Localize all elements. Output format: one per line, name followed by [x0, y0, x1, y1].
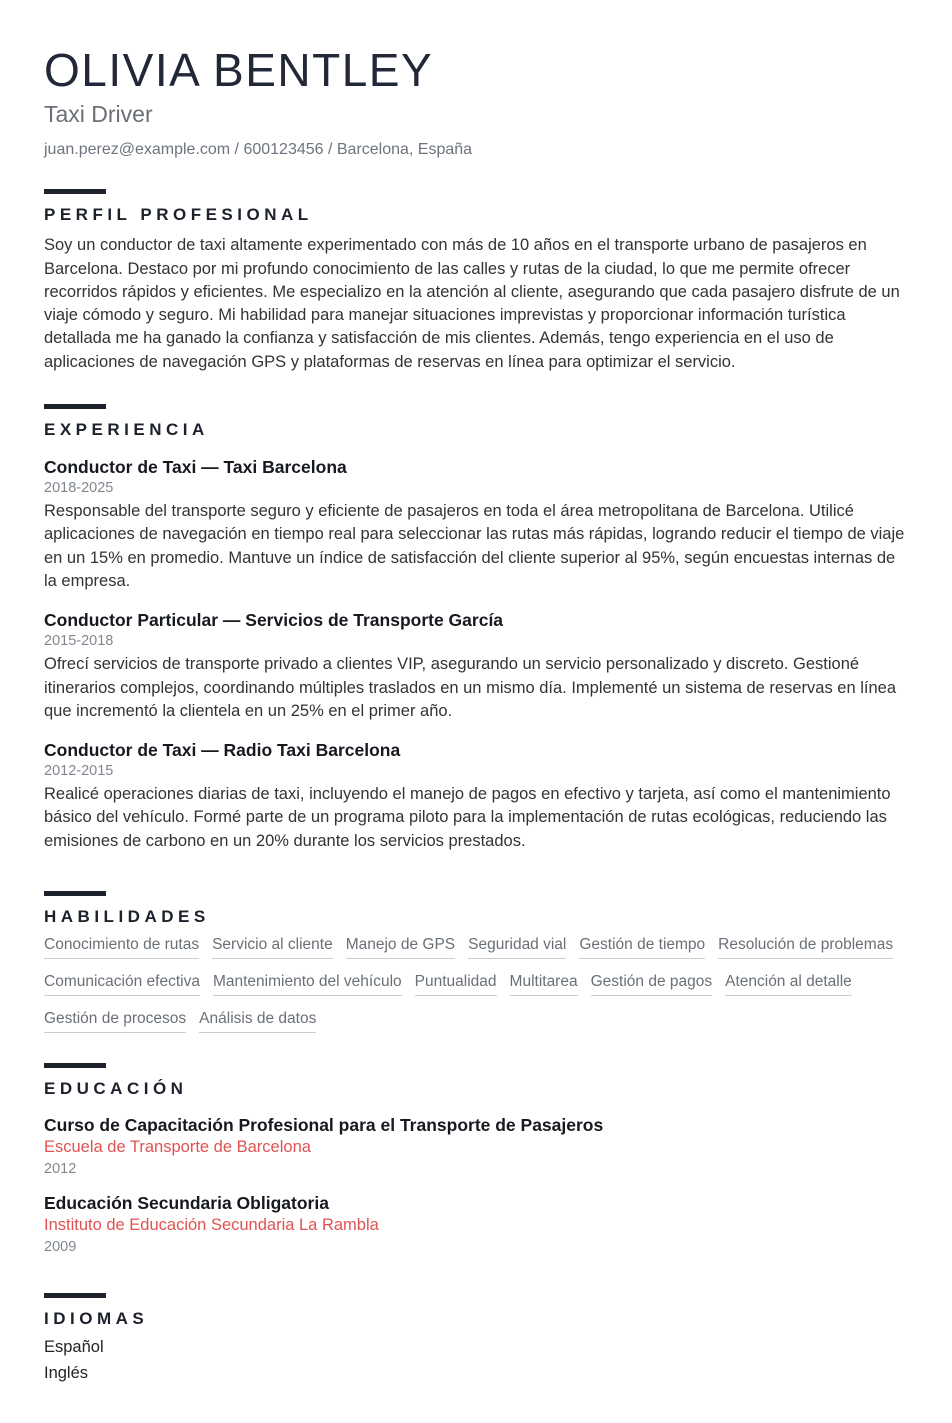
- job-description: Realicé operaciones diarias de taxi, incluyendo el manejo de pagos en efectivo y tarjeta, así como el mantenimiento básico del vehículo. Formé parte de un programa piloto para la implementación de rutas ecológicas, reduciendo las emisiones de carbono en un 20% durante los servicios prestados.: [44, 785, 891, 850]
- education-year: 2012: [44, 1161, 77, 1178]
- section-divider-bar: [44, 1063, 106, 1068]
- profile-text: Soy un conductor de taxi altamente experimentado con más de 10 años en el transporte urbano de pasajeros en Barcelona. Destaco por mi profundo conocimiento de las calles y rutas de la ciudad, lo que me permite ofrecer recorridos rápidos y eficientes. Me especializo en la atención al cliente, asegurando que cada pasajero disfrute de un viaje cómodo y seguro. Mi habilidad para manejar situaciones imprevistas y proporcionar información turística detallada me ha ganado la confianza y satisfacción de mis clientes. Además, tengo experiencia en el uso de aplicaciones de navegación GPS y plataformas de reservas en línea para optimizar el servicio.: [44, 236, 900, 371]
- section-heading-languages: IDIOMAS: [44, 1309, 149, 1329]
- resume-header: [44, 46, 908, 159]
- job-title: Conductor Particular — Servicios de Transporte García: [44, 610, 504, 631]
- section-skills: [44, 891, 908, 1033]
- skill-item: Conocimiento de rutas: [44, 936, 199, 959]
- section-heading-skills: HABILIDADES: [44, 907, 210, 927]
- job-dates: 2015-2018: [44, 633, 114, 650]
- skill-item: Seguridad vial: [468, 936, 566, 959]
- job-description: Ofrecí servicios de transporte privado a clientes VIP, asegurando un servicio personalizado y discreto. Gestioné itinerarios complejos, coordinando múltiples traslados en un mismo día. Implementé un sistema de reservas en línea que incrementó la clientela en un 25% en el primer año.: [44, 655, 897, 720]
- skill-item: Atención al detalle: [725, 973, 852, 996]
- skill-item: Mantenimiento del vehículo: [213, 973, 402, 996]
- language-item: Español: [44, 1338, 104, 1357]
- skill-item: Multitarea: [510, 973, 578, 996]
- section-experience: [44, 404, 908, 853]
- education-entry: [44, 1193, 908, 1255]
- experience-entry: [44, 457, 908, 593]
- education-school: Instituto de Educación Secundaria La Rambla: [44, 1216, 379, 1235]
- skill-item: Comunicación efectiva: [44, 973, 200, 996]
- job-description: Responsable del transporte seguro y eficiente de pasajeros en toda el área metropolitana de Barcelona. Utilicé aplicaciones de navegación en tiempo real para seleccionar las rutas más rápidas, logrando reducir el tiempo de viaje en un 15% en promedio. Mantuve un índice de satisfacción del cliente superior al 95%, según encuestas internas de la empresa.: [44, 502, 905, 590]
- skill-item: Resolución de problemas: [718, 936, 893, 959]
- job-dates: 2018-2025: [44, 480, 114, 497]
- section-profile: [44, 189, 908, 374]
- person-name: OLIVIA BENTLEY: [44, 44, 434, 96]
- skill-item: Gestión de procesos: [44, 1010, 186, 1033]
- section-divider-bar: [44, 1293, 106, 1298]
- skills-list: [44, 936, 908, 1033]
- skill-item: Servicio al cliente: [212, 936, 333, 959]
- job-title: Conductor de Taxi — Radio Taxi Barcelona: [44, 740, 401, 761]
- skill-item: Gestión de tiempo: [579, 936, 705, 959]
- skill-item: Puntualidad: [415, 973, 497, 996]
- skill-item: Manejo de GPS: [346, 936, 455, 959]
- skill-item: Gestión de pagos: [591, 973, 713, 996]
- experience-entry: [44, 610, 908, 723]
- section-divider-bar: [44, 891, 106, 896]
- section-heading-education: EDUCACIÓN: [44, 1079, 188, 1099]
- language-item: Inglés: [44, 1364, 89, 1383]
- education-degree: Educación Secundaria Obligatoria: [44, 1193, 329, 1214]
- section-languages: [44, 1293, 908, 1383]
- experience-entry: [44, 740, 908, 853]
- education-school: Escuela de Transporte de Barcelona: [44, 1138, 311, 1157]
- education-entry: [44, 1115, 908, 1177]
- skill-item: Análisis de datos: [199, 1010, 316, 1033]
- education-year: 2009: [44, 1239, 77, 1256]
- person-job-title: Taxi Driver: [44, 101, 153, 128]
- section-divider-bar: [44, 404, 106, 409]
- section-divider-bar: [44, 189, 106, 194]
- section-heading-profile: PERFIL PROFESIONAL: [44, 205, 313, 225]
- section-heading-experience: EXPERIENCIA: [44, 420, 209, 440]
- contact-info: juan.perez@example.com / 600123456 / Barcelona, España: [44, 141, 473, 159]
- job-title: Conductor de Taxi — Taxi Barcelona: [44, 457, 347, 478]
- section-education: [44, 1063, 908, 1255]
- job-dates: 2012-2015: [44, 763, 114, 780]
- education-degree: Curso de Capacitación Profesional para el Transporte de Pasajeros: [44, 1115, 604, 1136]
